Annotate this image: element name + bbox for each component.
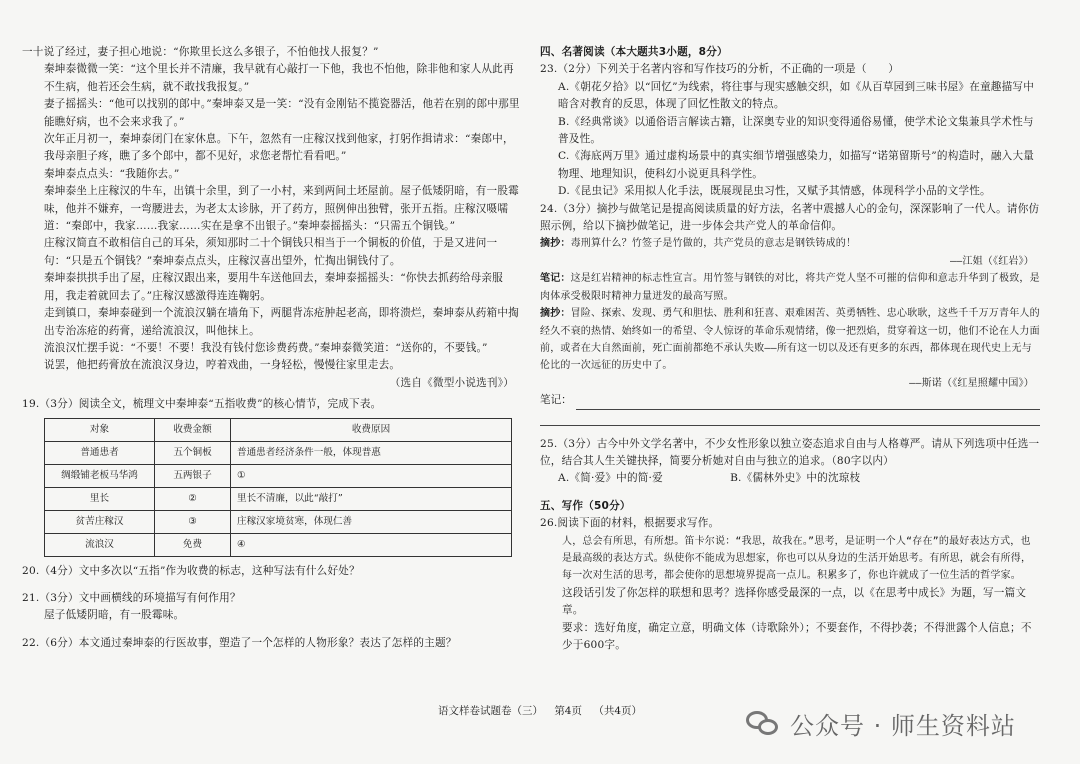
table-row xyxy=(45,533,512,556)
table-cell: 免费 xyxy=(155,533,231,556)
table-cell: ③ xyxy=(155,510,231,533)
question-26: 26.阅读下面的材料，根据要求写作。 xyxy=(540,517,720,530)
footer-page: 第4页 xyxy=(554,705,582,717)
answer-space xyxy=(22,625,520,635)
table-cell: 五个铜板 xyxy=(155,441,231,464)
table-row xyxy=(45,464,512,487)
example-note-label: 笔记： xyxy=(540,273,571,285)
option-a: A.《朝花夕拾》以“回忆”为线索，将往事与现实感触交织，如《从百草园到三味书屋》在童趣描写中暗含对教育的反思，体现了回忆性散文的特点。 xyxy=(558,80,1034,111)
task-excerpt-label: 摘抄： xyxy=(540,308,571,320)
question-26-requirements: 要求：选好角度，确定立意，明确文体（诗歌除外）；不要套作，不得抄袭；不得泄露个人信息；不少于600字。 xyxy=(562,621,1032,651)
footer-title: 语文样卷试题卷（三） xyxy=(437,705,543,717)
option-b: B.《经典常谈》以通俗语言解读古籍，让深奥专业的知识变得通俗易懂，使学术论文集兼具学术性与普及性。 xyxy=(558,115,1034,146)
task-excerpt-text: 冒险、探索、发现、勇气和胆怯、胜利和狂喜、艰难困苦、英勇牺牲、忠心耿耿，这些千千万万青年人的经久不衰的热情、始终如一的希望、令人惊讶的革命乐观情绪，像一把烈焰，贯穿着这一切，他们不论在人力面前，或者在大自然面前，死亡面前都绝不承认失败——所有这一切以及还有更多的东西，都体现在现代史上无与伦比的一次远征的历史中了。 xyxy=(540,308,1040,372)
question-26-material: 人，总会有所思，有所想。笛卡尔说：“我思，故我在。”思考，是证明一个人“存在”的最好表达方式，也是最高级的表达方式。纵使你不能成为思想家，你也可以从身边的生活开始思考。有所思，就会有所得，每一次对生活的思考，都会使你的思想境界提高一点儿。积累多了，你也许就成了一位生活的哲学家。 xyxy=(562,535,1032,582)
question-22: 22.（6分）本文通过秦坤泰的行医故事，塑造了一个怎样的人物形象？表达了怎样的主题？ xyxy=(22,636,457,649)
story-para-3: 妻子摇摇头：“他可以找别的郎中。”秦坤泰又是一笑：“没有金刚钻不揽瓷器活，他若在别的郎中那里能瞧好病，也不会来求我了。” xyxy=(44,98,520,128)
wechat-icon xyxy=(746,709,780,739)
table-header: 收费金额 xyxy=(155,418,231,441)
table-cell: 庄稼汉家境贫寒，体现仁善 xyxy=(231,510,512,533)
story-para-5: 秦坤泰点点头：“我随你去。” xyxy=(44,167,180,180)
section-5-heading: 五、写作（50分） xyxy=(540,499,631,512)
watermark xyxy=(746,706,1016,741)
story-source: （选自《微型小说选刊》） xyxy=(389,376,514,389)
plot-table xyxy=(44,418,512,557)
story-para-10: 流浪汉忙摆手说：“不要！不要！我没有钱付您诊费药费。”秦坤泰微笑道：“送你的，不要钱。” xyxy=(44,341,488,354)
table-cell: 流浪汉 xyxy=(45,533,155,556)
example-note xyxy=(540,270,1040,305)
story-para-1: 一十说了经过，妻子担心地说：“你欺里长这么多银子，不怕他找人报复？” xyxy=(22,46,379,58)
table-header: 收费原因 xyxy=(231,418,512,441)
question-20: 20.（4分）文中多次以“五指”作为收费的标志，这种写法有什么好处？ xyxy=(22,564,360,577)
answer-line[interactable] xyxy=(576,398,1040,410)
question-19: 19.（3分）阅读全文，梳理文中秦坤泰“五指收费”的核心情节，完成下表。 xyxy=(22,398,382,411)
note-answer-line[interactable] xyxy=(540,392,1040,409)
option-a: A.《简·爱》中的简·爱 xyxy=(558,472,663,485)
table-cell: 里长不清廉，以此“敲打” xyxy=(231,487,512,510)
note-label: 笔记： xyxy=(540,394,572,407)
story-para-9: 走到镇口，秦坤泰碰到一个流浪汉躺在墙角下，两腿背冻疮肿起老高，即将溃烂，秦坤泰从药箱中掏出专治冻疮的药膏，递给流浪汉，叫他抹上。 xyxy=(44,307,519,337)
table-row xyxy=(45,510,512,533)
table-row xyxy=(45,441,512,464)
answer-line[interactable] xyxy=(540,412,1040,426)
question-26-prompt: 这段话引发了你怎样的联想和思考？选择你感受最深的一点，以《在思考中成长》为题，写一篇文章。 xyxy=(562,586,1027,617)
table-cell: 普通患者经济条件一般，体现普惠 xyxy=(231,441,512,464)
table-cell: ① xyxy=(231,464,512,487)
question-21: 21.（3分）文中画横线的环境描写有何作用？ xyxy=(22,591,241,604)
option-d: D.《昆虫记》采用拟人化手法，既展现昆虫习性，又赋予其情感，体现科学小品的文学性。 xyxy=(558,185,991,198)
left-column xyxy=(22,44,520,652)
option-c: C.《海底两万里》通过虚构场景中的真实细节增强感染力，如描写“诺第留斯号”的构造时，融入大量物理、地理知识，使科幻小说更具科学性。 xyxy=(558,150,1035,180)
table-cell: ② xyxy=(155,487,231,510)
section-4-heading: 四、名著阅读（本大题共3小题，8分） xyxy=(540,46,728,58)
answer-space xyxy=(22,580,520,590)
story-para-2: 秦坤泰微微一笑：“这个里长并不清廉，我早就有心敲打一下他，我也不怕他，除非他和家人从此再不生病，他若还会生病，就不敢找我报复。” xyxy=(44,63,514,93)
footer-total: （共4页） xyxy=(593,705,643,717)
question-25-options xyxy=(540,470,1040,487)
example-excerpt-label: 摘抄： xyxy=(540,238,571,250)
story-para-6: 秦坤泰坐上庄稼汉的牛车，出镇十余里，到了一小村，来到两间土坯屋前。屋子低矮阴暗，有一股霉味，他并不嫌弃，一弯腰进去，为老太太诊脉，开了药方，照例伸出独臂，张开五指。庄稼汉嗫嚅道：“秦郎中，我家……我家……实在是拿不出银子。”秦坤泰摇摇头：“只需五个铜钱。” xyxy=(44,185,519,233)
question-24: 24.（3分）摘抄与做笔记是提高阅读质量的好方法，名著中震撼人心的金句，深深影响了一代人。请你仿照示例，给以下摘抄做笔记，进一步体会共产党人的革命信仰。 xyxy=(540,202,1040,233)
task-excerpt-source: ——斯诺（《红星照耀中国》） xyxy=(909,377,1034,389)
example-excerpt xyxy=(540,235,1040,252)
table-cell: 绸缎铺老板马华鸿 xyxy=(45,464,155,487)
question-25: 25.（3分）古今中外文学名著中，不少女性形象以独立姿态追求自由与人格尊严。请从下列选项中任选一位，结合其人生关键抉择，简要分析她对自由与独立的追求。（80字以内） xyxy=(540,437,1040,467)
question-21-quote: 屋子低矮阴暗，有一股霉味。 xyxy=(44,609,185,622)
table-header-row xyxy=(45,418,512,441)
watermark-text: 公众号 · 师生资料站 xyxy=(790,712,1016,740)
story-para-11: 说罢，他把药膏放在流浪汉身边，哼着戏曲，一身轻松，慢慢往家里走去。 xyxy=(44,359,401,372)
table-cell: 五两银子 xyxy=(155,464,231,487)
story-para-8: 秦坤泰拱拱手出了屋，庄稼汉跟出来，要用牛车送他回去，秦坤泰摇摇头：“你快去抓药给母亲服用，我走着就回去了。”庄稼汉感激得连连鞠躬。 xyxy=(44,272,503,302)
answer-space xyxy=(540,488,1040,498)
story-para-7: 庄稼汉简直不敢相信自己的耳朵，须知那时二十个铜钱只相当于一个铜板的价值，于是又进问一句：“只是五个铜钱？”秦坤泰点点头，庄稼汉喜出望外，忙掏出铜钱付了。 xyxy=(44,237,498,267)
story-para-4: 次年正月初一，秦坤泰闭门在家休息。下午，忽然有一庄稼汉找到他家，打躬作揖请求：“秦郎中，我母亲胆子疼，瞧了多个郎中，都不见好，求您老帮忙看看吧。” xyxy=(44,133,514,163)
right-column xyxy=(540,44,1040,654)
table-cell: 普通患者 xyxy=(45,441,155,464)
table-row xyxy=(45,487,512,510)
table-header: 对象 xyxy=(45,418,155,441)
answer-space xyxy=(540,426,1040,436)
task-excerpt xyxy=(540,305,1040,375)
table-cell: ④ xyxy=(231,533,512,556)
example-excerpt-text: 毒刑算什么？竹签子是竹做的，共产党员的意志是钢铁铸成的！ xyxy=(570,238,857,250)
table-cell: 里长 xyxy=(45,487,155,510)
option-b: B.《儒林外史》中的沈琼枝 xyxy=(730,472,861,485)
question-23: 23.（2分）下列关于名著内容和写作技巧的分析，不正确的一项是（ ） xyxy=(540,63,899,76)
table-cell: 贫苦庄稼汉 xyxy=(45,510,155,533)
example-excerpt-source: ——江姐（《红岩》） xyxy=(949,255,1034,267)
example-note-text: 这是红岩精神的标志性宣言。用竹签与钢铁的对比，将共产党人坚不可摧的信仰和意志升华到了极致，是肉体承受极限时精神力量迸发的最高写照。 xyxy=(540,273,1040,302)
